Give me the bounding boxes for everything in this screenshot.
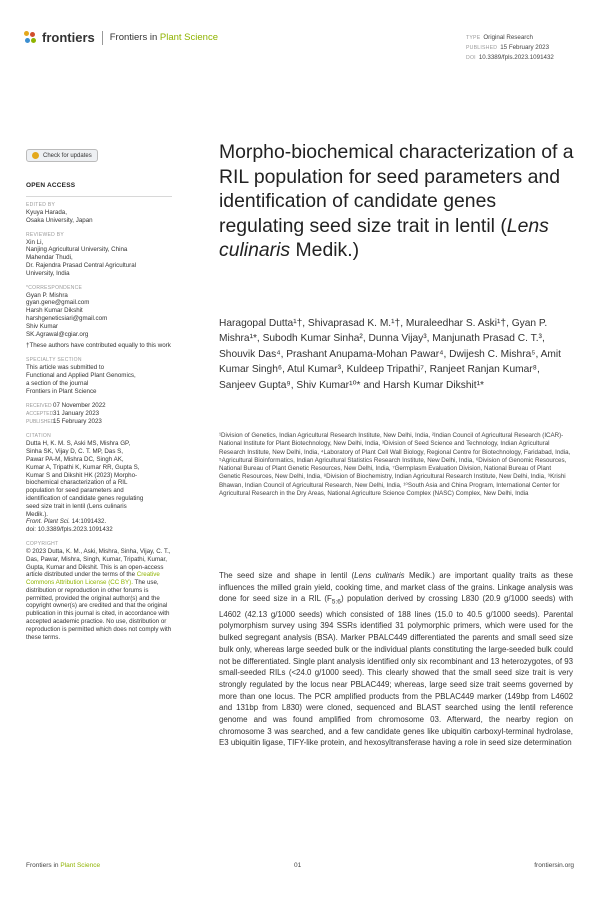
article-title: [219, 140, 579, 263]
footer-journal: [26, 862, 100, 869]
cc-license-link[interactable]: Creative Commons Attribution License (CC BY).: [26, 571, 160, 587]
copyright-post: The use, distribution or reproduction in other forums is permitted, provided the original author(s) and the copyright owner(s) are credited and that the original publication in this journal is cited, in accordance with accepted academic practice. No use, distribution or reproduction is permitted which does not comply with these terms.: [26, 579, 172, 641]
citation-section: [26, 433, 172, 534]
copyright-section: [26, 541, 172, 642]
title-suffix: Medik.): [290, 239, 360, 262]
received-label: RECEIVED: [26, 403, 52, 410]
correspondent-name: Gyan P. Mishra: [26, 291, 68, 299]
affiliations: ¹Division of Genetics, Indian Agricultural Research Institute, New Delhi, India, ²Indian Council of Agricultural Research (ICAR)-National Institute for Plant Biotechnology, New Delhi, India, ³Division of Seed Science and Technology, Indian Agricultural Research Institute, New Delhi, India, ⁴Laboratory of Plant Cell Wall Biology, Regional Centre for Biotechnology, Faridabad, India, ⁵Agricultural Bioinformatics, Indian Agricultural Statistics Research Institute, New Delhi, India, ⁶Division of Genomic Resources, National Bureau of Plant Genetic Resources, New Delhi, India, ⁷Germplasm Evaluation Division, National Bureau of Plant Genetic Resources, New Delhi, India, ⁸Division of Biochemistry, Indian Agricultural Research Institute, New Delhi, India, ⁹Krishi Bhawan, Indian Council of Agricultural Research, New Delhi, India, ¹⁰South Asia and China Program, International Center for Agricultural Research in the Dry Areas, National Agriculture Science Complex (NASC) Complex, New Delhi, India: [219, 432, 571, 498]
specialty-label: SPECIALTY SECTION: [26, 357, 82, 364]
accepted-date: 31 January 2023: [53, 410, 100, 418]
citation-line: Medik.).: [26, 510, 49, 518]
correspondent-name: Harsh Kumar Dikshit: [26, 307, 83, 315]
equal-contribution-note: †These authors have contributed equally to this work: [26, 342, 171, 350]
sidebar: [26, 146, 172, 648]
published-label: PUBLISHED: [466, 45, 498, 52]
published-date: 15 February 2023: [53, 418, 102, 426]
specialty-line: This article was submitted to: [26, 364, 105, 372]
citation-doi[interactable]: doi: 10.3389/fpls.2023.1091432: [26, 526, 113, 534]
reviewed-by-line: Nanjing Agricultural University, China: [26, 246, 128, 254]
edited-by-line: Osaka University, Japan: [26, 216, 93, 224]
abstract-species: Lens culinaris: [354, 571, 405, 580]
citation-volume: 14:1091432.: [70, 518, 107, 526]
header-journal-prefix: Frontiers in: [109, 32, 158, 43]
frontiers-dots-icon: [24, 31, 38, 45]
citation-line: identification of candidate genes regulating: [26, 494, 144, 502]
open-access-label: OPEN ACCESS: [26, 182, 76, 189]
citation-line: Kumar A, Tripathi K, Kumar RR, Gupta S,: [26, 463, 140, 471]
correspondent-email[interactable]: harshgeneticsiari@gmail.com: [26, 314, 108, 322]
check-for-updates-button[interactable]: [26, 149, 98, 162]
title-species: Lens culinaris: [219, 214, 549, 262]
published-label: PUBLISHED: [26, 419, 55, 426]
received-date: 07 November 2022: [53, 402, 106, 410]
frontiers-logo[interactable]: [24, 30, 218, 45]
edited-by-section: [26, 202, 172, 225]
copyright-label: COPYRIGHT: [26, 540, 59, 547]
footer-journal-prefix: Frontiers in: [26, 862, 59, 869]
copyright-pre: © 2023 Dutta, K. M., Aski, Mishra, Sinha, Vijay, C. T., Das, Pawar, Mishra, Singh, Kumar, Tripathi, Kumar, Gupta, Kumar and Dikshit. This is an open-access article distributed under the terms of the: [26, 547, 171, 579]
reviewed-by-section: [26, 232, 172, 278]
accepted-label: ACCEPTED: [26, 411, 54, 418]
citation-label: CITATION: [26, 433, 51, 440]
specialty-line: Frontiers in Plant Science: [26, 387, 97, 395]
edited-by-label: EDITED BY: [26, 202, 56, 208]
specialty-line: a section of the journal: [26, 379, 89, 387]
doi-label: DOI: [466, 55, 476, 62]
header-journal: [110, 32, 218, 43]
abstract: [219, 570, 573, 749]
footer-journal-name: Plant Science: [60, 862, 101, 869]
logo-divider: [102, 31, 103, 45]
citation-line: population for seed parameters and: [26, 487, 124, 495]
citation-line: biochemical characterization of a RIL: [26, 479, 128, 487]
citation-line: Dutta H, K. M. S, Aski MS, Mishra GP,: [26, 440, 131, 448]
specialty-line: Functional and Applied Plant Genomics,: [26, 371, 136, 379]
citation-line: seed size trait in lentil (Lens culinaris: [26, 502, 127, 510]
citation-line: Kumar S and Dikshit HK (2023) Morpho-: [26, 471, 138, 479]
abstract-part: ) population derived by crossing L830 (20.9 g/1000 seeds) with L4602 (42.13 g/1000 seeds) which consisted of 188 lines (15.0 to 40.5 g/1000 seeds). Parental polymorphism survey using 394 SSRs identified 31 polymorphic primers, which were used for the bulked segregant analysis (BSA). Marker PBALC449 differentiated the parents and small seed size bulk only, whereas large seeded bulk or the individual plants constituting the large-seeded bulk could not be differentiated. Single plant analysis identified only six recombinant and 13 heterozygotes, of 93 small-seeded RILs (<24.0 g/1000 seed). This clearly showed that the small seed size trait is very strongly regulated by the locus near PBLAC449; whereas, large seed size trait seems governed by more than one locus. The PCR amplified products from the PBLAC449 marker (149bp from L4602 and 131bp from L830) were cloned, sequenced and BLAST searched using the lentil reference genome and was found amplified from chromosome 03. Afterward, the nearby region on chromosome 3 was searched, and a few candidate genes like ubiquitin carboxyl-terminal hydrolase, E3 ubiquitin ligase, TIFY-like protein, and hexosyltransferase having a role in seed size determination: [219, 594, 573, 748]
doi-value[interactable]: 10.3389/fpls.2023.1091432: [478, 54, 554, 62]
check-updates-label: Check for updates: [43, 152, 92, 159]
correspondence-label: *CORRESPONDENCE: [26, 284, 83, 291]
abstract-subscript: 5:6: [331, 598, 341, 606]
type-label: TYPE: [466, 35, 481, 41]
logo-text: frontiers: [42, 30, 95, 45]
citation-journal: Front. Plant Sci.: [26, 518, 71, 526]
dates-section: [26, 402, 172, 426]
type-value: Original Research: [483, 34, 533, 41]
reviewed-by-line: Mahendar Thudi,: [26, 254, 73, 262]
correspondent-email[interactable]: gyan.gene@gmail.com: [26, 299, 90, 307]
citation-line: Sinha SK, Vijay D, C. T. MP, Das S,: [26, 448, 123, 456]
author-list: Haragopal Dutta¹†, Shivaprasad K. M.¹†, Muraleedhar S. Aski¹†, Gyan P. Mishra¹*, Subodh Kumar Sinha², Dunna Vijay³, Manjunath Prasad C. T.³, Shouvik Das⁴, Prashant Anupama-Mohan Pawar⁴, Dwijesh C. Mishra⁵, Amit Kumar Singh⁶, Atul Kumar³, Kuldeep Tripathi⁷, Ranjeet Ranjan Kumar⁸, Sanjeev Gupta⁹, Shiv Kumar¹⁰* and Harsh Kumar Dikshit¹*: [219, 318, 561, 391]
correspondent-name: Shiv Kumar: [26, 322, 58, 330]
abstract-part: Medik.) are important quality traits as these influences the milled grain yield, cooking time, and market class of the grains. Linkage analysis was done for seed size in a RIL (F: [219, 571, 574, 604]
update-icon: [32, 152, 39, 159]
title-text: Morpho-biochemical characterization of a RIL population for seed parameters and identification of candidate genes regulating seed size trait in lentil (: [219, 141, 574, 237]
reviewed-by-label: REVIEWED BY: [26, 231, 65, 238]
reviewed-by-line: Dr. Rajendra Prasad Central Agricultural: [26, 261, 137, 269]
correspondence-section: [26, 285, 172, 351]
correspondent-email[interactable]: SK.Agrawal@cgiar.org: [26, 330, 89, 338]
abstract-part: The seed size and shape in lentil (: [219, 571, 355, 580]
article-meta: [466, 33, 554, 64]
copyright-text: [26, 548, 172, 642]
citation-line: Pawar PA-M, Mishra DC, Singh AK,: [26, 455, 124, 463]
edited-by-line: Kyuya Harada,: [26, 209, 67, 216]
header-journal-name: Plant Science: [159, 32, 218, 43]
reviewed-by-line: Xin Li,: [26, 238, 44, 246]
page-number: 01: [294, 862, 302, 869]
published-value: 15 February 2023: [500, 44, 550, 52]
divider: [26, 196, 172, 197]
specialty-section: [26, 357, 172, 395]
reviewed-by-line: University, India: [26, 269, 70, 277]
footer-site-link[interactable]: frontiersin.org: [534, 862, 574, 869]
